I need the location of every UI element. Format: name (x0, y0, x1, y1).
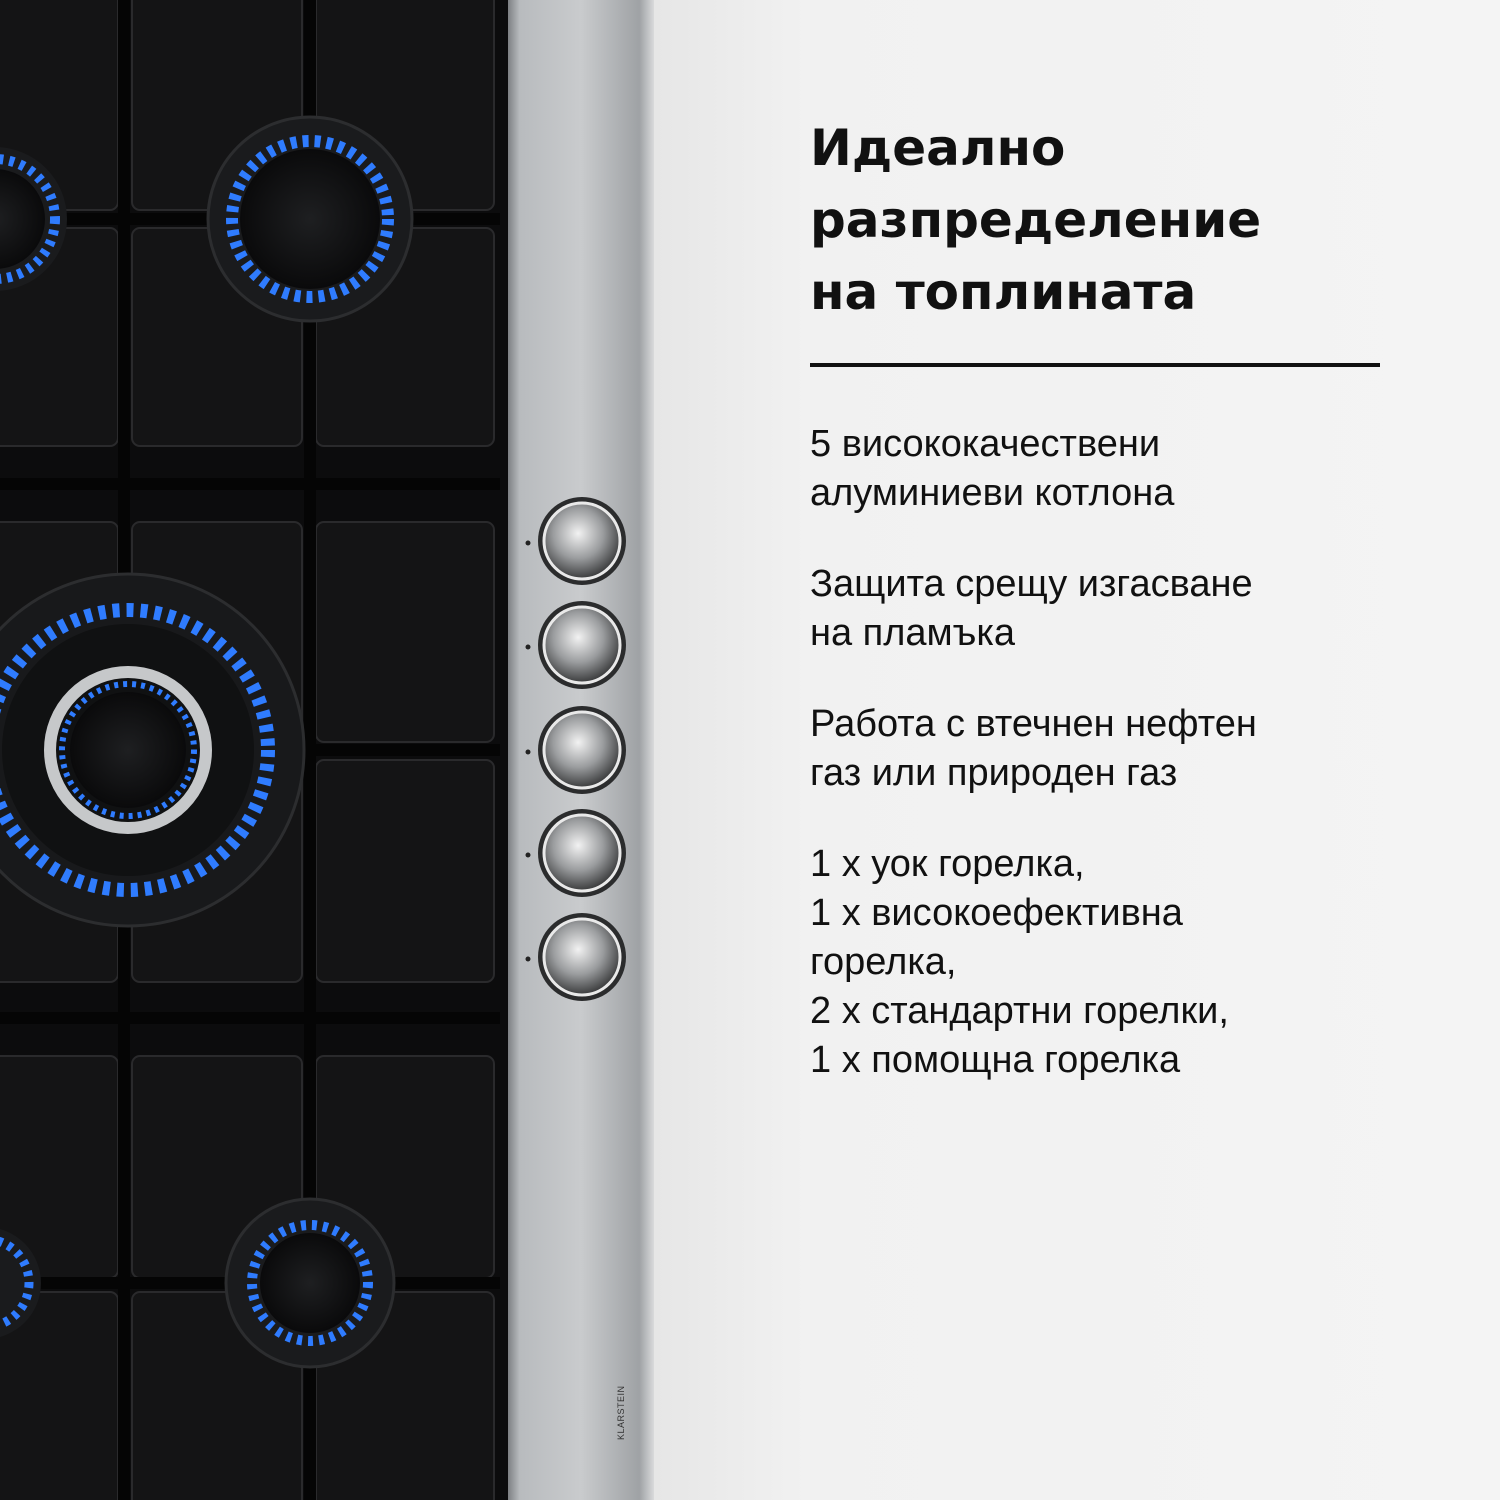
feature-item (810, 700, 1450, 798)
feature-line: горелка, (810, 941, 957, 983)
feature-line: газ или природен газ (810, 752, 1178, 794)
brand-mark: KLARSTEIN (616, 1385, 626, 1440)
burner-bottom-right (226, 1199, 394, 1367)
feature-line: 5 висококачествени (810, 423, 1161, 465)
headline-line-1: Идеално (810, 119, 1066, 177)
divider (810, 363, 1380, 367)
feature-list (810, 420, 1450, 1127)
feature-item (810, 560, 1450, 658)
feature-item (810, 840, 1450, 1085)
feature-line: 1 x помощна горелка (810, 1039, 1181, 1081)
feature-line: Работа с втечнен нефтен (810, 703, 1257, 745)
feature-line: алуминиеви котлона (810, 472, 1175, 514)
gas-hob-photo (0, 0, 660, 1500)
feature-line: на пламъка (810, 612, 1016, 654)
feature-line: Защита срещу изгасване (810, 563, 1253, 605)
feature-line: 2 x стандартни горелки, (810, 990, 1229, 1032)
burner-top-right (208, 117, 412, 321)
headline-line-2: разпределение (810, 191, 1262, 249)
feature-line: 1 x високоефективна (810, 892, 1183, 934)
feature-item (810, 420, 1450, 518)
headline-line-3: на топлината (810, 263, 1197, 321)
headline (810, 112, 1450, 328)
feature-line: 1 x уок горелка, (810, 843, 1085, 885)
